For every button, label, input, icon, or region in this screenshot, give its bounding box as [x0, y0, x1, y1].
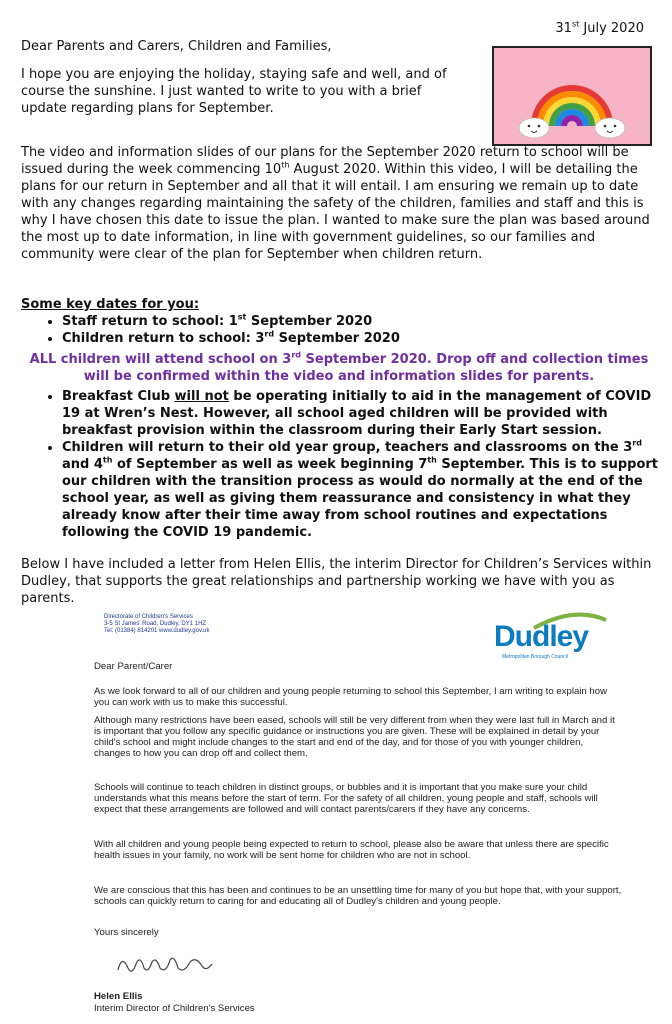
key-dates-list — [36, 313, 660, 347]
intro-paragraph: I hope you are enjoying the holiday, staying safe and well, and of course the sunshine. I just wanted to write to you with a brief update regarding plans for September. — [21, 67, 447, 116]
list-item: • Staff return to school: 1st September 2020 — [62, 313, 660, 330]
council-letter — [74, 606, 634, 1020]
signatory-role: Interim Director of Children's Services — [94, 1003, 255, 1014]
key-dates-list-2 — [36, 388, 660, 541]
signatory-name: Helen Ellis — [94, 991, 143, 1002]
list-item: • Children return to school: 3rd September 2020 — [62, 330, 660, 347]
council-paragraph: With all children and young people being expected to return to school, please also be aware that unless there are specific health issues in your family, no work will be sent home for children who are not in school. — [94, 839, 609, 861]
rainbow-icon — [494, 48, 650, 144]
key-dates-title: Some key dates for you: — [21, 297, 200, 312]
letter-date: 31st July 2020 — [555, 19, 644, 36]
signature-image — [114, 944, 224, 984]
council-paragraph: Although many restrictions have been eased, schools will still be very different from when they were last full in March and it is important that you follow any specific guidance or instructions you are given. These will be explained in detail by your child's school and might include changes to the start and end of the day, and for those of you with younger children, changes to how you can drop off and collect them. — [94, 715, 615, 759]
council-paragraph: As we look forward to all of our children and young people returning to school this September, I am writing to explain how you can work with us to make this successful. — [94, 686, 608, 708]
dudley-logo: Dudley Metropolitan Borough Council — [494, 610, 609, 660]
list-item: • Breakfast Club will not be operating initially to aid in the management of COVID 19 at Wren’s Nest. However, all school aged children will be provided with breakfast provision within the classroom during their Early Start session. — [62, 388, 660, 439]
council-address: Directorate of Children's Services 3-5 St James' Road, Dudley, DY1 1HZ Tel: (01384) 814201 www.dudley.gov.uk — [104, 614, 210, 634]
council-closing: Yours sincerely — [94, 927, 159, 938]
rainbow-image — [492, 46, 652, 146]
video-paragraph: The video and information slides of our plans for the September 2020 return to school will be issued during the week commencing 10th August 2020. Within this video, I will be detailing the plans for our return in September and all that it will entail. I am ensuring we remain up to date with any changes regarding maintaining the safety of the children, families and staff and this is why I have chosen this date to issue the plan. I wanted to make sure the plan was based around the most up to date information, in line with government guidelines, so our families and community were clear of the plan for September when children return. — [21, 145, 650, 262]
list-item: • Children will return to their old year group, teachers and classrooms on the 3rd and 4th of September as well as week beginning 7th September. This is to support our children with the transition process as would do normally at the end of the school year, as well as giving them reassurance and consistency in what they already know after their time away from school routines and expectations following the COVID 19 pandemic. — [62, 439, 660, 541]
council-greeting: Dear Parent/Carer — [94, 661, 173, 672]
council-paragraph: Schools will continue to teach children in distinct groups, or bubbles and it is important that you make sure your child understands what this means before the start of term. For the safety of all children, young people and staff, schools will expect that these arrangements are followed and will contact parents/carers if they have any concerns. — [94, 782, 598, 815]
all-children-notice: ALL children will attend school on 3rd September 2020. Drop off and collection times will be confirmed within the video and information slides for parents. — [29, 350, 649, 384]
salutation: Dear Parents and Carers, Children and Families, — [21, 39, 332, 54]
below-paragraph: Below I have included a letter from Helen Ellis, the interim Director for Children’s Services within Dudley, that supports the great relationships and partnership working we have with you as parents. — [21, 557, 652, 606]
council-paragraph: We are conscious that this has been and continues to be an unsettling time for many of you but hope that, with your support, schools can quickly return to caring for and educating all of Dudley's children and young people. — [94, 885, 622, 907]
